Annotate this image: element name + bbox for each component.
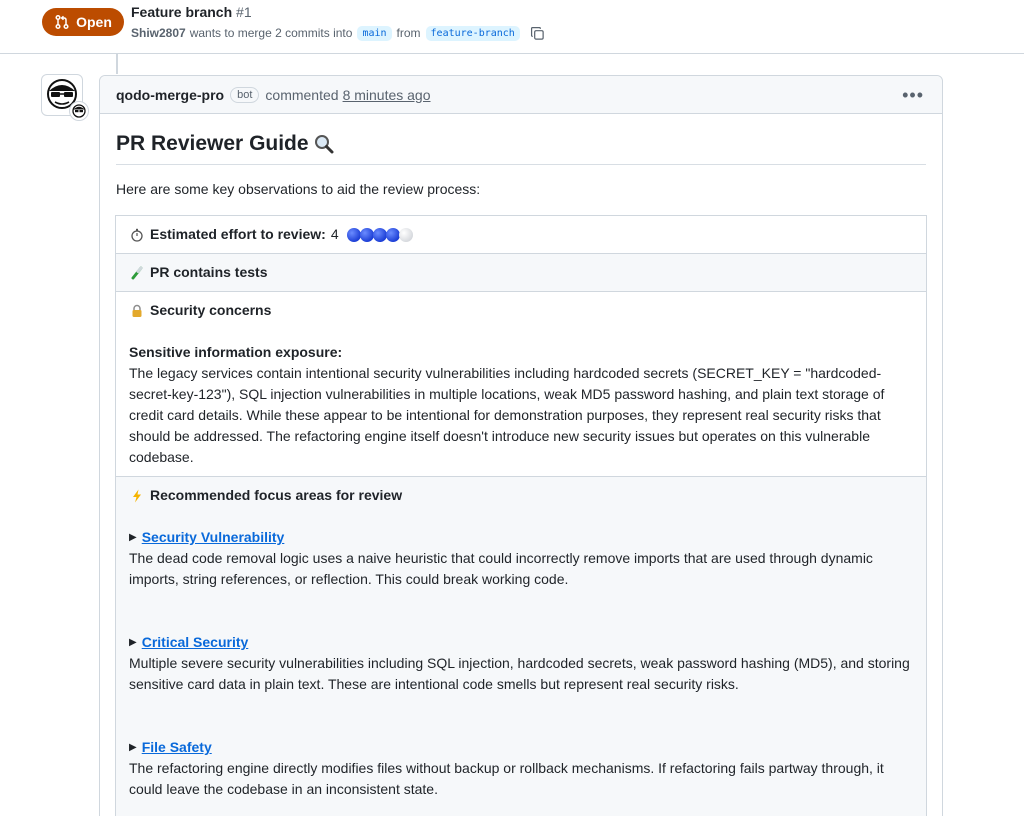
- effort-dot-filled: [373, 228, 387, 242]
- guide-title-text: PR Reviewer Guide: [116, 132, 309, 155]
- avatar[interactable]: [41, 74, 83, 116]
- pr-author[interactable]: Shiw2807: [131, 26, 186, 40]
- focus-item-link[interactable]: Critical Security: [141, 634, 249, 650]
- comment-header: [100, 76, 942, 114]
- security-label: Security concerns: [150, 302, 272, 318]
- timeline-line: [116, 54, 118, 74]
- focus-row: [116, 477, 926, 816]
- head-branch[interactable]: feature-branch: [426, 26, 520, 41]
- bot-badge-icon: [69, 101, 89, 121]
- expand-triangle-icon[interactable]: ▶: [129, 532, 137, 543]
- pr-number: #1: [236, 4, 252, 20]
- tests-row: [116, 254, 926, 292]
- more-options-button[interactable]: •••: [902, 85, 924, 105]
- intro-text: Here are some key observations to aid the review process:: [116, 181, 481, 197]
- test-tube-icon: [129, 265, 145, 281]
- review-comment: [99, 75, 943, 816]
- effort-dot-empty: [399, 228, 413, 242]
- focus-item: [129, 737, 913, 800]
- base-branch[interactable]: main: [357, 26, 391, 41]
- pr-state-badge: [42, 8, 124, 36]
- pr-header: [0, 0, 1024, 54]
- tests-label: PR contains tests: [150, 264, 268, 280]
- lightning-icon: [129, 488, 145, 504]
- focus-item: [129, 527, 913, 590]
- magnifier-icon: [313, 133, 335, 155]
- focus-item: [129, 632, 913, 695]
- effort-dot-filled: [347, 228, 361, 242]
- effort-dot-filled: [386, 228, 400, 242]
- security-text: The legacy services contain intentional security vulnerabilities including hardcoded secrets (SECRET_KEY = "hardcoded-secret-key-123"), SQL injection vulnerabilities in multiple locations, weak MD5 password hashing, and plain text storage of credit card details. While these appear to be intentional for demonstration purposes, they represent real security risks that should be addressed. The refactoring engine itself doesn't introduce new security issues but operates on this vulnerable codebase.: [129, 365, 885, 465]
- expand-triangle-icon[interactable]: ▶: [129, 742, 137, 753]
- effort-dot-filled: [360, 228, 374, 242]
- stopwatch-icon: [129, 227, 145, 243]
- pr-title: [131, 4, 252, 20]
- focus-item-text: Multiple severe security vulnerabilities including SQL injection, hardcoded secrets, weak password hashing (MD5), and storing sensitive card data in plain text. These are intentional code smells but represent real security risks.: [129, 655, 910, 692]
- comment-author[interactable]: qodo-merge-pro: [116, 86, 225, 103]
- guide-title: [116, 130, 926, 165]
- focus-item-link[interactable]: File Safety: [141, 739, 212, 755]
- copy-icon[interactable]: [529, 24, 547, 42]
- effort-row: [116, 216, 926, 254]
- git-pull-request-icon: [54, 14, 70, 30]
- pr-title-text: Feature branch: [131, 4, 233, 20]
- focus-item-link[interactable]: Security Vulnerability: [141, 529, 285, 545]
- effort-dots: [348, 228, 413, 242]
- pr-meta: [131, 24, 547, 42]
- lock-icon: [129, 303, 145, 319]
- from-text: from: [396, 26, 421, 40]
- comment-body: [100, 114, 942, 213]
- effort-value: 4: [330, 226, 339, 242]
- focus-item-text: The refactoring engine directly modifies files without backup or rollback mechanisms. If refactoring fails partway through, it could leave the codebase in an inconsistent state.: [129, 760, 884, 797]
- comment-timestamp[interactable]: 8 minutes ago: [342, 86, 431, 103]
- expand-triangle-icon[interactable]: ▶: [129, 637, 137, 648]
- security-row: [116, 292, 926, 477]
- pr-state-label: Open: [76, 14, 112, 30]
- comment-action: commented: [265, 86, 339, 103]
- focus-item-text: The dead code removal logic uses a naive heuristic that could incorrectly remove imports that are used through dynamic imports, string references, or reflection. This could break working code.: [129, 550, 873, 587]
- merge-text: wants to merge 2 commits into: [189, 26, 353, 40]
- security-subtitle: Sensitive information exposure:: [129, 344, 343, 360]
- bot-label: bot: [230, 87, 259, 103]
- effort-label: Estimated effort to review:: [150, 226, 326, 242]
- review-table: [115, 215, 927, 816]
- focus-label: Recommended focus areas for review: [150, 487, 403, 503]
